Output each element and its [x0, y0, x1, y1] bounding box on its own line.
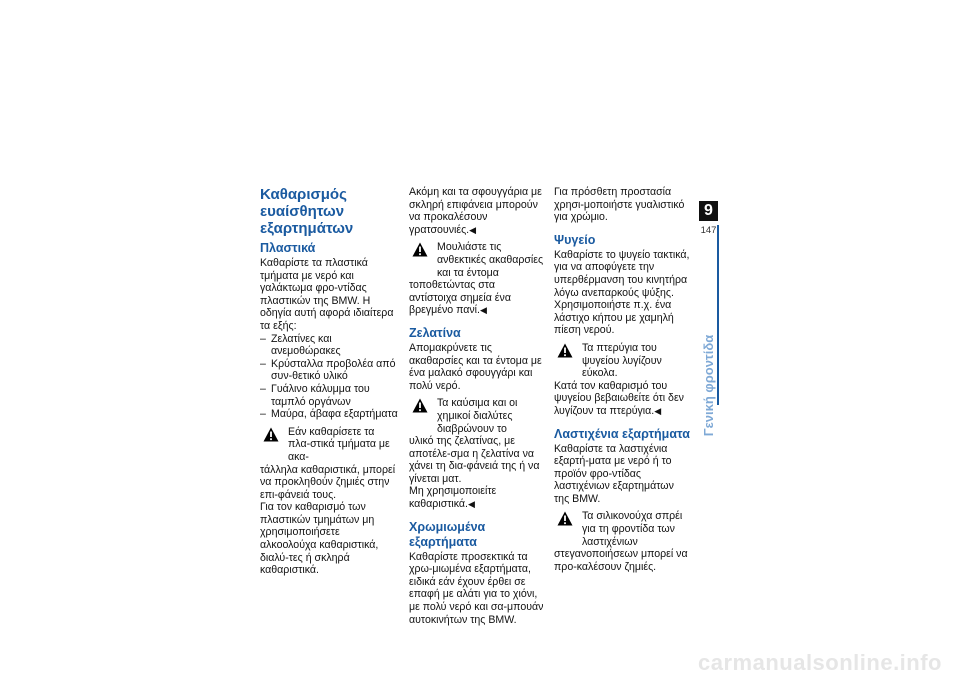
page-number: 147	[700, 225, 717, 236]
gelatin-heading: Ζελατίνα	[409, 325, 461, 340]
chrome-section	[409, 520, 545, 627]
cooler-warning: Τα πτερύγια του ψυγείου λυγίζουν εύκολα.	[554, 342, 690, 380]
gelatin-warning-rest: υλικό της ζελατίνας, με αποτέλε-σμα η ζελατίνα να χάνει τη δια-φάνειά της ή να γίνεται ματ.	[409, 435, 540, 485]
end-mark-icon: ◀	[654, 405, 662, 416]
plastics-extra: Για τον καθαρισμό των πλαστικών τμημάτων μη χρησιμοποιήσετε αλκοολούχα καθαριστικά, διαλύ-τες ή σκληρά καθαριστικά.	[260, 501, 379, 577]
cooler-warning-rest: Κατά τον καθαρισμό του ψυγείου βεβαιωθείτε ότι δεν λυγίζουν τα πτερύγια.◀	[554, 379, 684, 417]
page-title: Καθαρισμός ευαίσθητων εξαρτημάτων	[260, 186, 354, 237]
soak-warning: Μουλιάστε τις ανθεκτικές ακαθαρσίες και τα έντομα	[409, 241, 545, 279]
plastics-intro: Καθαρίστε τα πλαστικά τμήματα με νερό και γαλάκτωμα φρο-ντίδας πλαστικών της BMW. Η οδηγία αυτή αφορά ιδιαίτερα τα εξής:	[260, 257, 394, 332]
column-2	[409, 186, 545, 635]
gelatin-text: Απομακρύνετε τις ακαθαρσίες και τα έντομα με ένα μαλακό σφουγγάρι και πολύ νερό.	[409, 341, 542, 392]
cooler-text-2: Χρησιμοποιήστε π.χ. ένα λάστιχο κήπου με χαμηλή πίεση νερού.	[554, 299, 674, 337]
gelatin-warning: Τα καύσιμα και οι χημικοί διαλύτες διαβρώνουν το	[409, 397, 545, 435]
soak-warning-rest: τοποθετώντας στα αντίστοιχα σημεία ένα βρεγμένο πανί.◀	[409, 279, 511, 317]
plastics-heading: Πλαστικά	[260, 241, 316, 255]
warning-triangle-icon	[409, 242, 431, 257]
chrome-text: Καθαρίστε προσεκτικά τα χρω-μιωμένα εξαρτήματα, ειδικά εάν έχουν έρθει σε επαφή με αλάτι για το χιόνι, με πολύ νερό και σα-μπουάν αυτοκινήτων της BMW.	[409, 550, 544, 626]
warning-triangle-icon	[409, 398, 431, 413]
watermark: carmanualsonline.info	[698, 650, 942, 675]
plastics-section	[260, 241, 398, 577]
end-mark-icon: ◀	[479, 305, 487, 316]
plastics-warning: Εάν καθαρίσετε τα πλα-στικά τμήματα με ακα-	[260, 426, 398, 464]
warning-triangle-icon	[554, 343, 576, 358]
list-item: – Μαύρα, άβαφα εξαρτήματα	[260, 408, 398, 421]
cooler-text: Καθαρίστε το ψυγείο τακτικά, για να αποφύγετε την υπερθέρμανση του κινητήρα λόγω ανεπαρκούς ψύξης.	[554, 248, 690, 299]
chapter-label: Γενική φροντίδα	[701, 334, 717, 436]
list-item: – Γυάλινο κάλυμμα του ταμπλό οργάνων	[260, 382, 370, 408]
chrome-polish-paragraph: Για πρόσθετη προστασία χρησι-μοποιήστε γυαλιστικό για χρώμιο.	[554, 186, 685, 224]
sponge-paragraph: Ακόμη και τα σφουγγάρια με σκληρή επιφάνεια μπορούν να προκαλέσουν γρατσουνιές.◀	[409, 186, 542, 236]
end-mark-icon: ◀	[468, 499, 475, 510]
cooler-heading: Ψυγείο	[554, 232, 596, 247]
rubber-section	[554, 427, 690, 574]
chrome-heading: Χρωμιωμένα εξαρτήματα	[409, 519, 486, 549]
rubber-text: Καθαρίστε τα λαστιχένια εξαρτή-ματα με νερό ή το προϊόν φρο-ντίδας λαστιχένιων εξαρτημάτων της BMW.	[554, 442, 674, 505]
rubber-warning-rest: στεγανοποιήσεων μπορεί να προ-καλέσουν ζημιές.	[554, 548, 688, 573]
column-3	[554, 186, 690, 582]
plastics-warning-rest: τάλληλα καθαριστικά, μπορεί να προκληθούν ζημιές στην επι-φάνειά τους.	[260, 463, 396, 501]
rubber-warning: Τα σιλικονούχα σπρέι για τη φροντίδα των λαστιχένιων	[554, 510, 690, 548]
gelatin-warning-extra: Μη χρησιμοποιείτε καθαριστικά.◀	[409, 485, 497, 511]
column-1	[260, 186, 398, 586]
list-item: – Κρύσταλλα προβολέα από συν-θετικό υλικό	[260, 357, 396, 383]
rubber-heading: Λαστιχένια εξαρτήματα	[554, 426, 690, 441]
warning-triangle-icon	[260, 427, 282, 442]
end-mark-icon: ◀	[469, 224, 477, 235]
gelatin-section	[409, 326, 545, 511]
warning-triangle-icon	[554, 511, 576, 526]
cooler-section	[554, 233, 690, 418]
list-item: – Ζελατίνες και ανεμοθώρακες	[260, 332, 341, 358]
chapter-number-badge: 9	[699, 201, 718, 221]
